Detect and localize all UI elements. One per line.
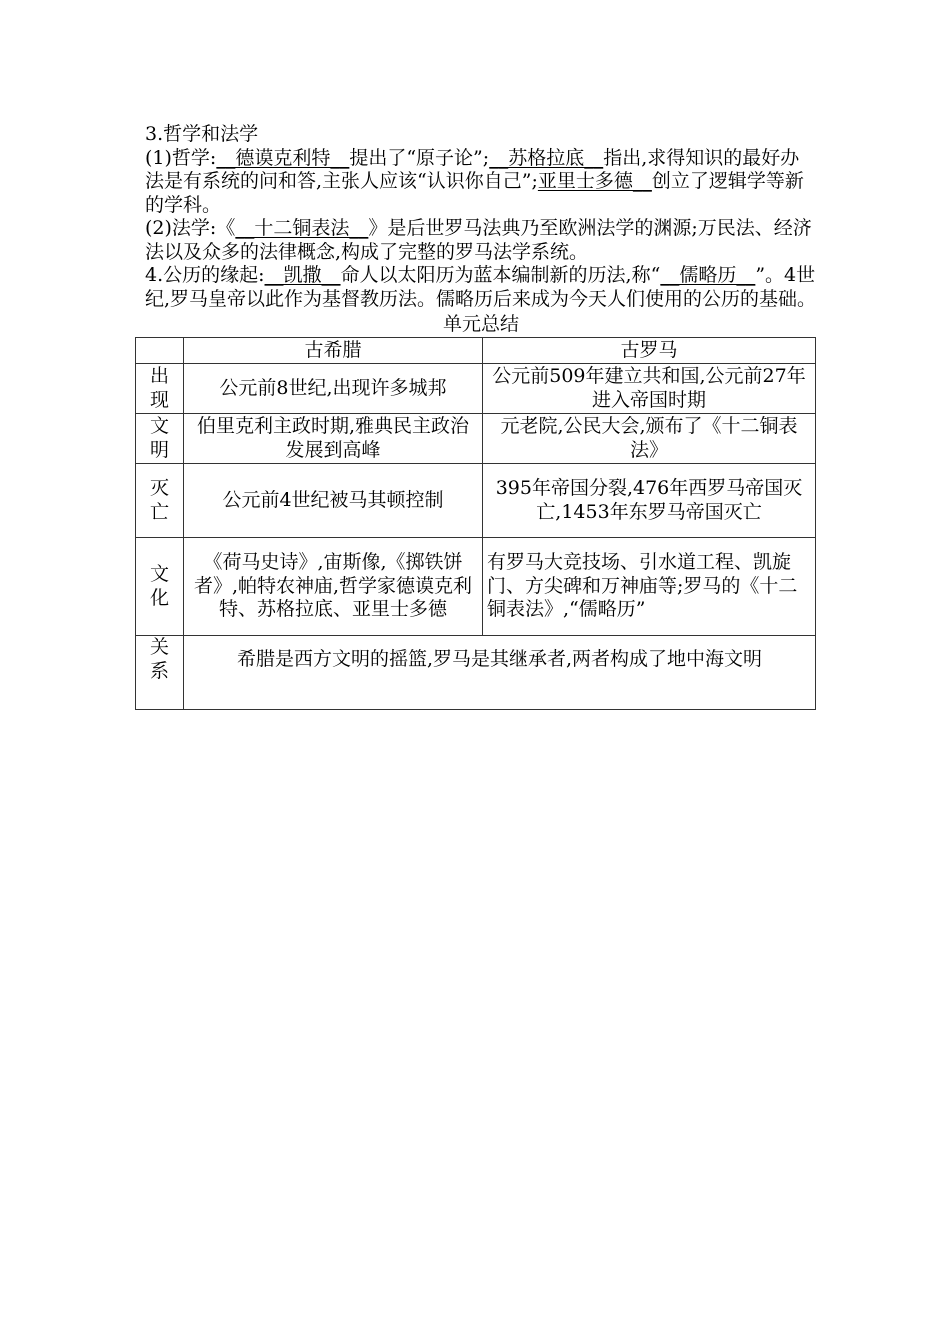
document-body [145, 123, 817, 710]
philosophy-text-1: 提出了“原子论”; [349, 146, 490, 169]
philosophy-text-3: 创立了逻辑学等新的学科。 [145, 170, 804, 216]
law-text: 》是后世罗马法典乃至欧洲法学的渊源;万民法、经济法以及众多的法律概念,构成了完整的罗马法学系统。 [145, 217, 812, 263]
blank-caesar: __凯撒__ [264, 264, 341, 286]
header-greece: 古希腊 [184, 337, 483, 364]
calendar-text-2: ”。4世纪,罗马皇帝以此作为基督教历法。儒略历后来成为今天人们使用的公历的基础。 [145, 264, 817, 310]
calendar-prefix: 4.公历的缘起: [145, 264, 265, 286]
header-rome: 古罗马 [483, 337, 816, 364]
cell-greece: 公元前4世纪被马其顿控制 [184, 464, 483, 538]
blank-democritus: __德谟克利特__ [216, 146, 350, 169]
calendar-paragraph [145, 264, 817, 311]
header-corner [136, 337, 184, 364]
cell-rome: 有罗马大竞技场、引水道工程、凯旋门、方尖碑和万神庙等;罗马的《十二铜表法》,“儒略历” [483, 538, 816, 636]
cell-rome: 元老院,公民大会,颁布了《十二铜表法》 [483, 414, 816, 464]
row-label: 灭亡 [136, 464, 184, 538]
table-header-row [136, 337, 816, 364]
summary-title: 单元总结 [442, 313, 519, 335]
philosophy-paragraph [145, 147, 817, 218]
row-label: 文化 [136, 538, 184, 636]
law-prefix: (2)法学:《 [145, 217, 236, 239]
calendar-text-1: 命人以太阳历为蓝本编制新的历法,称“ [340, 264, 661, 286]
section3-heading: 3.哲学和法学 [145, 123, 259, 145]
row-label: 关系 [136, 636, 184, 710]
law-paragraph [145, 217, 817, 264]
cell-greece: 《荷马史诗》,宙斯像,《掷铁饼者》,帕特农神庙,哲学家德谟克利特、苏格拉底、亚里士多德 [184, 538, 483, 636]
table-row [136, 414, 816, 464]
blank-socrates: __苏格拉底__ [489, 146, 604, 169]
philosophy-text-2: 指出,求得知识的最好办法是有系统的问和答,主张人应该“认识你自己”; [145, 146, 800, 192]
cell-greece: 伯里克利主政时期,雅典民主政治发展到高峰 [184, 414, 483, 464]
cell-relation: 希腊是西方文明的摇篮,罗马是其继承者,两者构成了地中海文明 [184, 636, 816, 710]
cell-greece: 公元前8世纪,出现许多城邦 [184, 364, 483, 414]
table-row-relation [136, 636, 816, 710]
cell-rome: 公元前509年建立共和国,公元前27年进入帝国时期 [483, 364, 816, 414]
philosophy-prefix: (1)哲学: [145, 146, 217, 169]
table-row [136, 538, 816, 636]
summary-table [135, 337, 816, 711]
blank-julian-calendar: __儒略历__ [660, 264, 756, 286]
table-row [136, 464, 816, 538]
blank-twelve-tables: __十二铜表法__ [235, 217, 369, 239]
row-label: 出现 [136, 364, 184, 414]
table-row [136, 364, 816, 414]
cell-rome: 395年帝国分裂,476年西罗马帝国灭亡,1453年东罗马帝国灭亡 [483, 464, 816, 538]
blank-aristotle: 亚里士多德__ [537, 170, 652, 192]
row-label: 文明 [136, 414, 184, 464]
